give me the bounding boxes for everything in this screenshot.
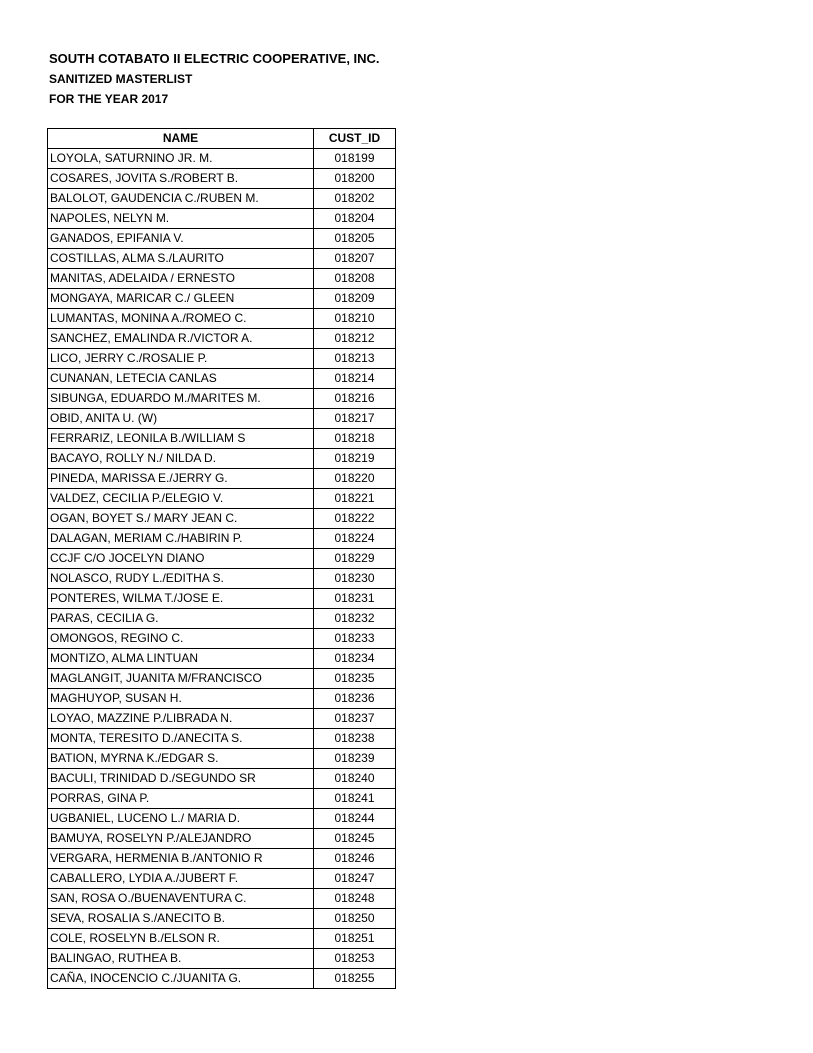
customer-name-cell: PORRAS, GINA P.	[48, 789, 314, 809]
customer-id-cell: 018253	[314, 949, 396, 969]
customer-id-cell: 018246	[314, 849, 396, 869]
customer-id-cell: 018217	[314, 409, 396, 429]
table-row	[48, 429, 396, 449]
customer-name-cell: LOYAO, MAZZINE P./LIBRADA N.	[48, 709, 314, 729]
table-row	[48, 249, 396, 269]
customer-id-cell: 018202	[314, 189, 396, 209]
customer-id-cell: 018207	[314, 249, 396, 269]
table-row	[48, 789, 396, 809]
table-row	[48, 289, 396, 309]
customer-name-cell: NOLASCO, RUDY L./EDITHA S.	[48, 569, 314, 589]
table-row	[48, 729, 396, 749]
customer-name-cell: MONTIZO, ALMA LINTUAN	[48, 649, 314, 669]
table-row	[48, 869, 396, 889]
customer-name-cell: OMONGOS, REGINO C.	[48, 629, 314, 649]
table-row	[48, 889, 396, 909]
customer-name-cell: FERRARIZ, LEONILA B./WILLIAM S	[48, 429, 314, 449]
customer-name-cell: MAGHUYOP, SUSAN H.	[48, 689, 314, 709]
table-row	[48, 829, 396, 849]
customer-id-cell: 018234	[314, 649, 396, 669]
customer-name-cell: GANADOS, EPIFANIA V.	[48, 229, 314, 249]
customer-name-cell: CUNANAN, LETECIA CANLAS	[48, 369, 314, 389]
table-row	[48, 489, 396, 509]
document-header	[49, 49, 380, 109]
customer-name-cell: MANITAS, ADELAIDA / ERNESTO	[48, 269, 314, 289]
customer-id-cell: 018238	[314, 729, 396, 749]
customer-id-cell: 018221	[314, 489, 396, 509]
table-body	[48, 149, 396, 989]
customer-name-cell: MAGLANGIT, JUANITA M/FRANCISCO	[48, 669, 314, 689]
table-row	[48, 229, 396, 249]
customer-id-cell: 018237	[314, 709, 396, 729]
customer-id-cell: 018232	[314, 609, 396, 629]
table-row	[48, 589, 396, 609]
table-row	[48, 849, 396, 869]
table-row	[48, 329, 396, 349]
table-row	[48, 469, 396, 489]
customer-id-cell: 018230	[314, 569, 396, 589]
customer-name-cell: PONTERES, WILMA T./JOSE E.	[48, 589, 314, 609]
customer-id-cell: 018236	[314, 689, 396, 709]
column-header-cust-id: CUST_ID	[314, 129, 396, 149]
customer-id-cell: 018251	[314, 929, 396, 949]
table-row	[48, 149, 396, 169]
table-row	[48, 369, 396, 389]
customer-id-cell: 018219	[314, 449, 396, 469]
customer-id-cell: 018200	[314, 169, 396, 189]
customer-id-cell: 018233	[314, 629, 396, 649]
customer-id-cell: 018239	[314, 749, 396, 769]
customer-name-cell: BACULI, TRINIDAD D./SEGUNDO SR	[48, 769, 314, 789]
customer-name-cell: MONGAYA, MARICAR C./ GLEEN	[48, 289, 314, 309]
customer-id-cell: 018214	[314, 369, 396, 389]
table-row	[48, 349, 396, 369]
customer-id-cell: 018212	[314, 329, 396, 349]
customer-name-cell: UGBANIEL, LUCENO L./ MARIA D.	[48, 809, 314, 829]
customer-id-cell: 018231	[314, 589, 396, 609]
customer-id-cell: 018222	[314, 509, 396, 529]
customer-name-cell: COSARES, JOVITA S./ROBERT B.	[48, 169, 314, 189]
customer-id-cell: 018247	[314, 869, 396, 889]
customer-id-cell: 018244	[314, 809, 396, 829]
customer-id-cell: 018204	[314, 209, 396, 229]
customer-id-cell: 018216	[314, 389, 396, 409]
customer-name-cell: SEVA, ROSALIA S./ANECITO B.	[48, 909, 314, 929]
customer-name-cell: PARAS, CECILIA G.	[48, 609, 314, 629]
customer-id-cell: 018218	[314, 429, 396, 449]
table-row	[48, 669, 396, 689]
table-row	[48, 209, 396, 229]
table-row	[48, 549, 396, 569]
table-row	[48, 969, 396, 989]
company-name: SOUTH COTABATO II ELECTRIC COOPERATIVE, INC.	[49, 51, 380, 66]
table-header-row	[48, 129, 396, 149]
table-row	[48, 409, 396, 429]
customer-id-cell: 018199	[314, 149, 396, 169]
table-row	[48, 389, 396, 409]
customer-name-cell: VALDEZ, CECILIA P./ELEGIO V.	[48, 489, 314, 509]
customer-id-cell: 018208	[314, 269, 396, 289]
table-row	[48, 709, 396, 729]
table-row	[48, 309, 396, 329]
table-row	[48, 909, 396, 929]
customer-id-cell: 018240	[314, 769, 396, 789]
table-row	[48, 189, 396, 209]
customer-name-cell: LUMANTAS, MONINA A./ROMEO C.	[48, 309, 314, 329]
customer-id-cell: 018213	[314, 349, 396, 369]
customer-name-cell: SAN, ROSA O./BUENAVENTURA C.	[48, 889, 314, 909]
customer-name-cell: CABALLERO, LYDIA A./JUBERT F.	[48, 869, 314, 889]
document-subtitle: SANITIZED MASTERLIST	[49, 72, 193, 86]
customer-name-cell: LOYOLA, SATURNINO JR. M.	[48, 149, 314, 169]
table-row	[48, 809, 396, 829]
customer-name-cell: BATION, MYRNA K./EDGAR S.	[48, 749, 314, 769]
table-row	[48, 629, 396, 649]
customer-id-cell: 018235	[314, 669, 396, 689]
customer-id-cell: 018248	[314, 889, 396, 909]
customer-id-cell: 018205	[314, 229, 396, 249]
customer-name-cell: COLE, ROSELYN B./ELSON R.	[48, 929, 314, 949]
table-row	[48, 689, 396, 709]
customer-name-cell: BALOLOT, GAUDENCIA C./RUBEN M.	[48, 189, 314, 209]
customer-name-cell: BALINGAO, RUTHEA B.	[48, 949, 314, 969]
table-row	[48, 569, 396, 589]
customer-id-cell: 018210	[314, 309, 396, 329]
document-year: FOR THE YEAR 2017	[49, 92, 169, 106]
table-row	[48, 529, 396, 549]
customer-id-cell: 018220	[314, 469, 396, 489]
customer-id-cell: 018250	[314, 909, 396, 929]
customer-name-cell: OBID, ANITA U. (W)	[48, 409, 314, 429]
customer-name-cell: VERGARA, HERMENIA B./ANTONIO R	[48, 849, 314, 869]
table-row	[48, 749, 396, 769]
customer-id-cell: 018224	[314, 529, 396, 549]
table-row	[48, 449, 396, 469]
customer-name-cell: DALAGAN, MERIAM C./HABIRIN P.	[48, 529, 314, 549]
customer-name-cell: CCJF C/O JOCELYN DIANO	[48, 549, 314, 569]
table-row	[48, 509, 396, 529]
table-row	[48, 609, 396, 629]
customer-name-cell: OGAN, BOYET S./ MARY JEAN C.	[48, 509, 314, 529]
customer-id-cell: 018245	[314, 829, 396, 849]
customer-name-cell: SANCHEZ, EMALINDA R./VICTOR A.	[48, 329, 314, 349]
column-header-name: NAME	[48, 129, 314, 149]
customer-name-cell: SIBUNGA, EDUARDO M./MARITES M.	[48, 389, 314, 409]
customer-name-cell: MONTA, TERESITO D./ANECITA S.	[48, 729, 314, 749]
customer-name-cell: CAÑA, INOCENCIO C./JUANITA G.	[48, 969, 314, 989]
customer-id-cell: 018255	[314, 969, 396, 989]
table-row	[48, 269, 396, 289]
customer-id-cell: 018241	[314, 789, 396, 809]
customer-id-cell: 018209	[314, 289, 396, 309]
table-row	[48, 929, 396, 949]
customer-name-cell: COSTILLAS, ALMA S./LAURITO	[48, 249, 314, 269]
customer-name-cell: LICO, JERRY C./ROSALIE P.	[48, 349, 314, 369]
table-row	[48, 949, 396, 969]
table-row	[48, 769, 396, 789]
customer-name-cell: PINEDA, MARISSA E./JERRY G.	[48, 469, 314, 489]
table-row	[48, 649, 396, 669]
table-row	[48, 169, 396, 189]
customer-name-cell: BAMUYA, ROSELYN P./ALEJANDRO	[48, 829, 314, 849]
customer-name-cell: NAPOLES, NELYN M.	[48, 209, 314, 229]
customer-id-cell: 018229	[314, 549, 396, 569]
customer-name-cell: BACAYO, ROLLY N./ NILDA D.	[48, 449, 314, 469]
masterlist-table	[47, 128, 396, 989]
